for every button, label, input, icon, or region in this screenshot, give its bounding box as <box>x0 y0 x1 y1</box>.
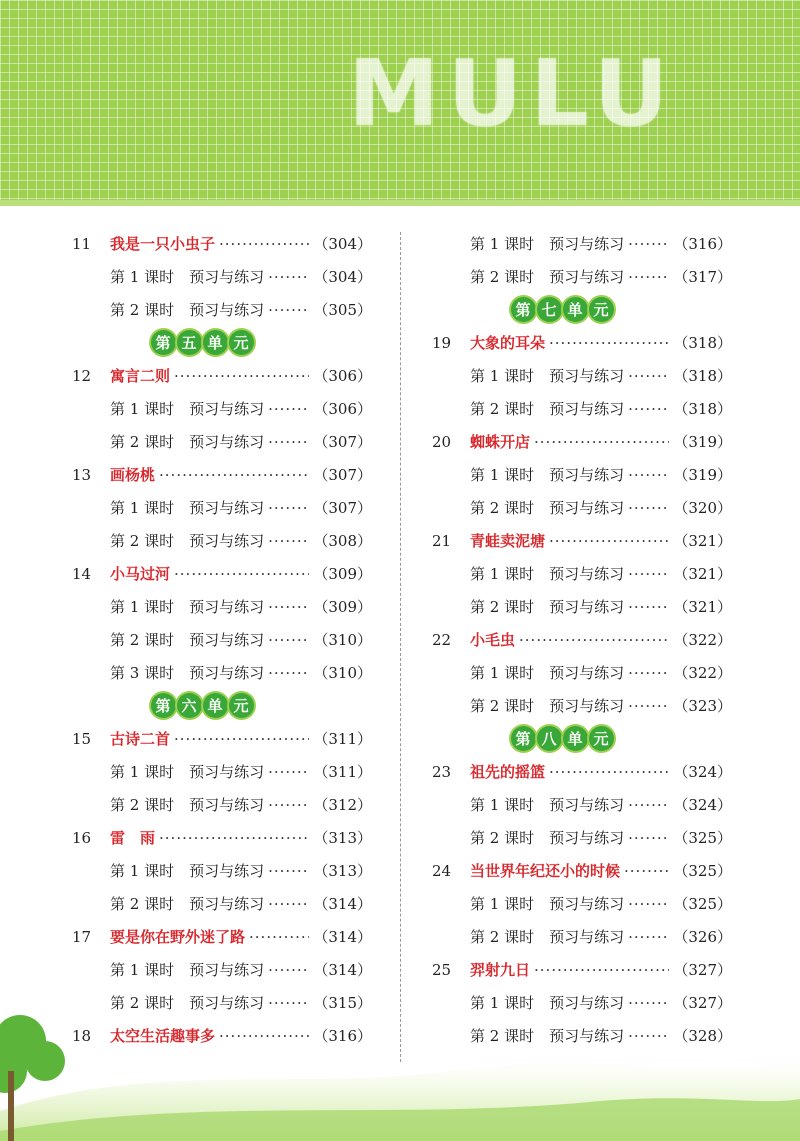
page-number: （322） <box>673 631 732 649</box>
unit-heading-char: 元 <box>229 330 254 355</box>
subentry-label: 第 2 课时 预习与练习 <box>110 631 265 649</box>
lesson-subentry[interactable] <box>72 590 372 623</box>
subentry-label: 第 2 课时 预习与练习 <box>110 301 265 319</box>
subentry-label: 第 1 课时 预习与练习 <box>470 994 625 1012</box>
dot-leader <box>219 235 309 253</box>
lesson-subentry[interactable] <box>72 293 372 326</box>
lesson-entry[interactable] <box>72 920 372 953</box>
dot-leader <box>534 961 669 979</box>
dot-leader <box>519 631 669 649</box>
dot-leader <box>628 664 669 682</box>
subentry-label: 第 2 课时 预习与练习 <box>470 598 625 616</box>
lesson-title: 青蛙卖泥塘 <box>470 532 546 550</box>
unit-heading-char: 元 <box>589 297 614 322</box>
lesson-subentry[interactable] <box>72 887 372 920</box>
dot-leader <box>268 631 309 649</box>
subentry-label: 第 2 课时 预习与练习 <box>110 532 265 550</box>
subentry-label: 第 2 课时 预习与练习 <box>470 697 625 715</box>
subentry-label: 第 1 课时 预习与练习 <box>110 268 265 286</box>
dot-leader <box>268 532 309 550</box>
page-number: （314） <box>313 895 372 913</box>
page-number: （323） <box>673 697 732 715</box>
subentry-label: 第 2 课时 预习与练习 <box>470 829 625 847</box>
lesson-entry[interactable] <box>432 854 732 887</box>
subentry-label: 第 1 课时 预习与练习 <box>470 466 625 484</box>
lesson-subentry[interactable] <box>432 557 732 590</box>
dot-leader <box>268 433 309 451</box>
subentry-label: 第 1 课时 预习与练习 <box>110 598 265 616</box>
dot-leader <box>268 796 309 814</box>
lesson-subentry[interactable] <box>72 524 372 557</box>
lesson-number: 19 <box>432 333 452 352</box>
unit-heading-char: 元 <box>589 726 614 751</box>
lesson-title: 古诗二首 <box>110 730 171 748</box>
unit-heading-char: 七 <box>537 297 562 322</box>
subentry-label: 第 1 课时 预习与练习 <box>470 796 625 814</box>
lesson-title: 要是你在野外迷了路 <box>110 928 246 946</box>
lesson-entry[interactable] <box>72 557 372 590</box>
lesson-subentry[interactable] <box>72 656 372 689</box>
dot-leader <box>628 697 669 715</box>
page-number: （305） <box>313 301 372 319</box>
lesson-subentry[interactable] <box>432 458 732 491</box>
dot-leader <box>628 598 669 616</box>
subentry-label: 第 2 课时 预习与练习 <box>110 994 265 1012</box>
subentry-label: 第 1 课时 预习与练习 <box>470 235 625 253</box>
dot-leader <box>628 565 669 583</box>
unit-heading-char: 八 <box>537 726 562 751</box>
unit-heading-char: 五 <box>177 330 202 355</box>
lesson-entry[interactable] <box>432 326 732 359</box>
page-number: （307） <box>313 466 372 484</box>
lesson-number: 23 <box>432 762 452 781</box>
lesson-entry[interactable] <box>432 623 732 656</box>
page-number: （320） <box>673 499 732 517</box>
dot-leader <box>628 466 669 484</box>
lesson-number: 18 <box>72 1026 92 1045</box>
lesson-entry[interactable] <box>432 425 732 458</box>
page-number: （319） <box>673 433 732 451</box>
page-number: （314） <box>313 928 372 946</box>
lesson-subentry[interactable] <box>72 854 372 887</box>
lesson-title: 当世界年纪还小的时候 <box>470 862 621 880</box>
dot-leader <box>628 499 669 517</box>
lesson-title: 小马过河 <box>110 565 171 583</box>
lesson-entry[interactable] <box>432 953 732 986</box>
lesson-subentry[interactable] <box>72 788 372 821</box>
subentry-label: 第 2 课时 预习与练习 <box>470 400 625 418</box>
lesson-subentry[interactable] <box>432 887 732 920</box>
lesson-subentry[interactable] <box>432 392 732 425</box>
subentry-label: 第 2 课时 预习与练习 <box>470 268 625 286</box>
dot-leader <box>268 862 309 880</box>
column-divider <box>400 232 401 1062</box>
page-number: （304） <box>313 235 372 253</box>
page-number: （325） <box>673 895 732 913</box>
dot-leader <box>549 334 669 352</box>
page-number: （304） <box>313 268 372 286</box>
dot-leader <box>628 268 669 286</box>
page-number: （308） <box>313 532 372 550</box>
lesson-title: 雷 雨 <box>110 829 156 847</box>
dot-leader <box>268 301 309 319</box>
unit-heading-char: 元 <box>229 693 254 718</box>
lesson-number: 13 <box>72 465 92 484</box>
mulu-watermark: MULU <box>348 40 677 147</box>
dot-leader <box>549 532 669 550</box>
dot-leader <box>268 895 309 913</box>
lesson-subentry[interactable] <box>432 491 732 524</box>
lesson-entry[interactable] <box>432 755 732 788</box>
dot-leader <box>268 400 309 418</box>
dot-leader <box>628 895 669 913</box>
lesson-title: 我是一只小虫子 <box>110 235 216 253</box>
lesson-subentry[interactable] <box>432 821 732 854</box>
page-number: （306） <box>313 400 372 418</box>
dot-leader <box>624 862 669 880</box>
lesson-subentry[interactable] <box>432 227 732 260</box>
lesson-entry[interactable] <box>72 722 372 755</box>
page-number: （306） <box>313 367 372 385</box>
subentry-label: 第 1 课时 预习与练习 <box>110 400 265 418</box>
lesson-title: 寓言二则 <box>110 367 171 385</box>
lesson-number: 15 <box>72 729 92 748</box>
unit-heading <box>72 689 372 722</box>
dot-leader <box>628 367 669 385</box>
page-number: （319） <box>673 466 732 484</box>
subentry-label: 第 1 课时 预习与练习 <box>470 895 625 913</box>
page-number: （307） <box>313 433 372 451</box>
page-number: （321） <box>673 565 732 583</box>
lesson-title: 祖先的摇篮 <box>470 763 546 781</box>
dot-leader <box>549 763 669 781</box>
page-number: （318） <box>673 400 732 418</box>
page-number: （311） <box>313 763 372 781</box>
dot-leader <box>174 367 309 385</box>
unit-heading-char: 单 <box>203 693 228 718</box>
lesson-entry[interactable] <box>72 227 372 260</box>
lesson-title: 羿射九日 <box>470 961 531 979</box>
unit-heading <box>72 326 372 359</box>
unit-heading-char: 单 <box>563 297 588 322</box>
dot-leader <box>268 664 309 682</box>
page-number: （318） <box>673 367 732 385</box>
page-number: （324） <box>673 763 732 781</box>
unit-heading-char: 单 <box>203 330 228 355</box>
lesson-subentry[interactable] <box>432 359 732 392</box>
unit-heading-char: 六 <box>177 693 202 718</box>
dot-leader <box>159 466 309 484</box>
lesson-number: 21 <box>432 531 452 550</box>
lesson-subentry[interactable] <box>72 425 372 458</box>
page-number: （318） <box>673 334 732 352</box>
header-banner <box>0 0 800 200</box>
lesson-subentry[interactable] <box>72 260 372 293</box>
lesson-subentry[interactable] <box>432 656 732 689</box>
subentry-label: 第 1 课时 预习与练习 <box>470 367 625 385</box>
toc-right-column <box>432 227 732 1052</box>
dot-leader <box>268 598 309 616</box>
page-number: （314） <box>313 961 372 979</box>
page-number: （313） <box>313 862 372 880</box>
lesson-number: 11 <box>72 234 92 253</box>
subentry-label: 第 2 课时 预习与练习 <box>110 796 265 814</box>
dot-leader <box>534 433 669 451</box>
unit-heading-char: 第 <box>151 330 176 355</box>
lesson-subentry[interactable] <box>432 788 732 821</box>
subentry-label: 第 1 课时 预习与练习 <box>470 565 625 583</box>
page-number: （324） <box>673 796 732 814</box>
lesson-number: 24 <box>432 861 452 880</box>
dot-leader <box>268 268 309 286</box>
subentry-label: 第 2 课时 预习与练习 <box>110 895 265 913</box>
dot-leader <box>628 928 669 946</box>
subentry-label: 第 2 课时 预习与练习 <box>470 1027 625 1045</box>
page-number: （315） <box>313 994 372 1012</box>
page-number: （321） <box>673 532 732 550</box>
page-number: （309） <box>313 565 372 583</box>
unit-heading <box>432 293 732 326</box>
dot-leader <box>159 829 309 847</box>
page-number: （309） <box>313 598 372 616</box>
lesson-subentry[interactable] <box>432 920 732 953</box>
lesson-title: 蜘蛛开店 <box>470 433 531 451</box>
unit-heading-char: 第 <box>511 726 536 751</box>
dot-leader <box>174 730 309 748</box>
page-number: （310） <box>313 664 372 682</box>
lesson-subentry[interactable] <box>72 953 372 986</box>
lesson-subentry[interactable] <box>72 392 372 425</box>
lesson-subentry[interactable] <box>432 689 732 722</box>
unit-heading <box>432 722 732 755</box>
page-number: （327） <box>673 961 732 979</box>
page-number: （328） <box>673 1027 732 1045</box>
page-number: （311） <box>313 730 372 748</box>
subentry-label: 第 1 课时 预习与练习 <box>110 763 265 781</box>
dot-leader <box>628 829 669 847</box>
subentry-label: 第 1 课时 预习与练习 <box>110 862 265 880</box>
page-number: （316） <box>673 235 732 253</box>
subentry-label: 第 1 课时 预习与练习 <box>110 499 265 517</box>
dot-leader <box>628 235 669 253</box>
page-number: （313） <box>313 829 372 847</box>
page-number: （310） <box>313 631 372 649</box>
lesson-title: 画杨桃 <box>110 466 156 484</box>
unit-heading-char: 第 <box>511 297 536 322</box>
lesson-title: 小毛虫 <box>470 631 516 649</box>
page-number: （322） <box>673 664 732 682</box>
lesson-subentry[interactable] <box>72 623 372 656</box>
lesson-title: 太空生活趣事多 <box>110 1027 216 1045</box>
dot-leader <box>268 763 309 781</box>
dot-leader <box>628 400 669 418</box>
toc-left-column <box>72 227 372 1052</box>
unit-heading-char: 单 <box>563 726 588 751</box>
dot-leader <box>174 565 309 583</box>
dot-leader <box>628 796 669 814</box>
page-number: （325） <box>673 829 732 847</box>
page-number: （316） <box>313 1027 372 1045</box>
lesson-number: 17 <box>72 927 92 946</box>
page-number: （327） <box>673 994 732 1012</box>
page-number: （326） <box>673 928 732 946</box>
lesson-number: 16 <box>72 828 92 847</box>
page-number: （321） <box>673 598 732 616</box>
page-number: （312） <box>313 796 372 814</box>
lesson-entry[interactable] <box>72 458 372 491</box>
subentry-label: 第 2 课时 预习与练习 <box>110 433 265 451</box>
meadow-decoration <box>0 1001 800 1141</box>
lesson-number: 12 <box>72 366 92 385</box>
subentry-label: 第 1 课时 预习与练习 <box>470 664 625 682</box>
lesson-entry[interactable] <box>432 524 732 557</box>
dot-leader <box>249 928 309 946</box>
dot-leader <box>268 499 309 517</box>
dot-leader <box>268 961 309 979</box>
page-number: （307） <box>313 499 372 517</box>
subentry-label: 第 3 课时 预习与练习 <box>110 664 265 682</box>
page-number: （325） <box>673 862 732 880</box>
unit-heading-char: 第 <box>151 693 176 718</box>
lesson-number: 25 <box>432 960 452 979</box>
lesson-subentry[interactable] <box>72 491 372 524</box>
lesson-subentry[interactable] <box>72 755 372 788</box>
subentry-label: 第 1 课时 预习与练习 <box>110 961 265 979</box>
lesson-subentry[interactable] <box>432 590 732 623</box>
subentry-label: 第 2 课时 预习与练习 <box>470 928 625 946</box>
lesson-number: 14 <box>72 564 92 583</box>
lesson-subentry[interactable] <box>432 260 732 293</box>
subentry-label: 第 2 课时 预习与练习 <box>470 499 625 517</box>
lesson-number: 22 <box>432 630 452 649</box>
page-number: （317） <box>673 268 732 286</box>
lesson-entry[interactable] <box>72 821 372 854</box>
lesson-title: 大象的耳朵 <box>470 334 546 352</box>
lesson-number: 20 <box>432 432 452 451</box>
lesson-entry[interactable] <box>72 359 372 392</box>
